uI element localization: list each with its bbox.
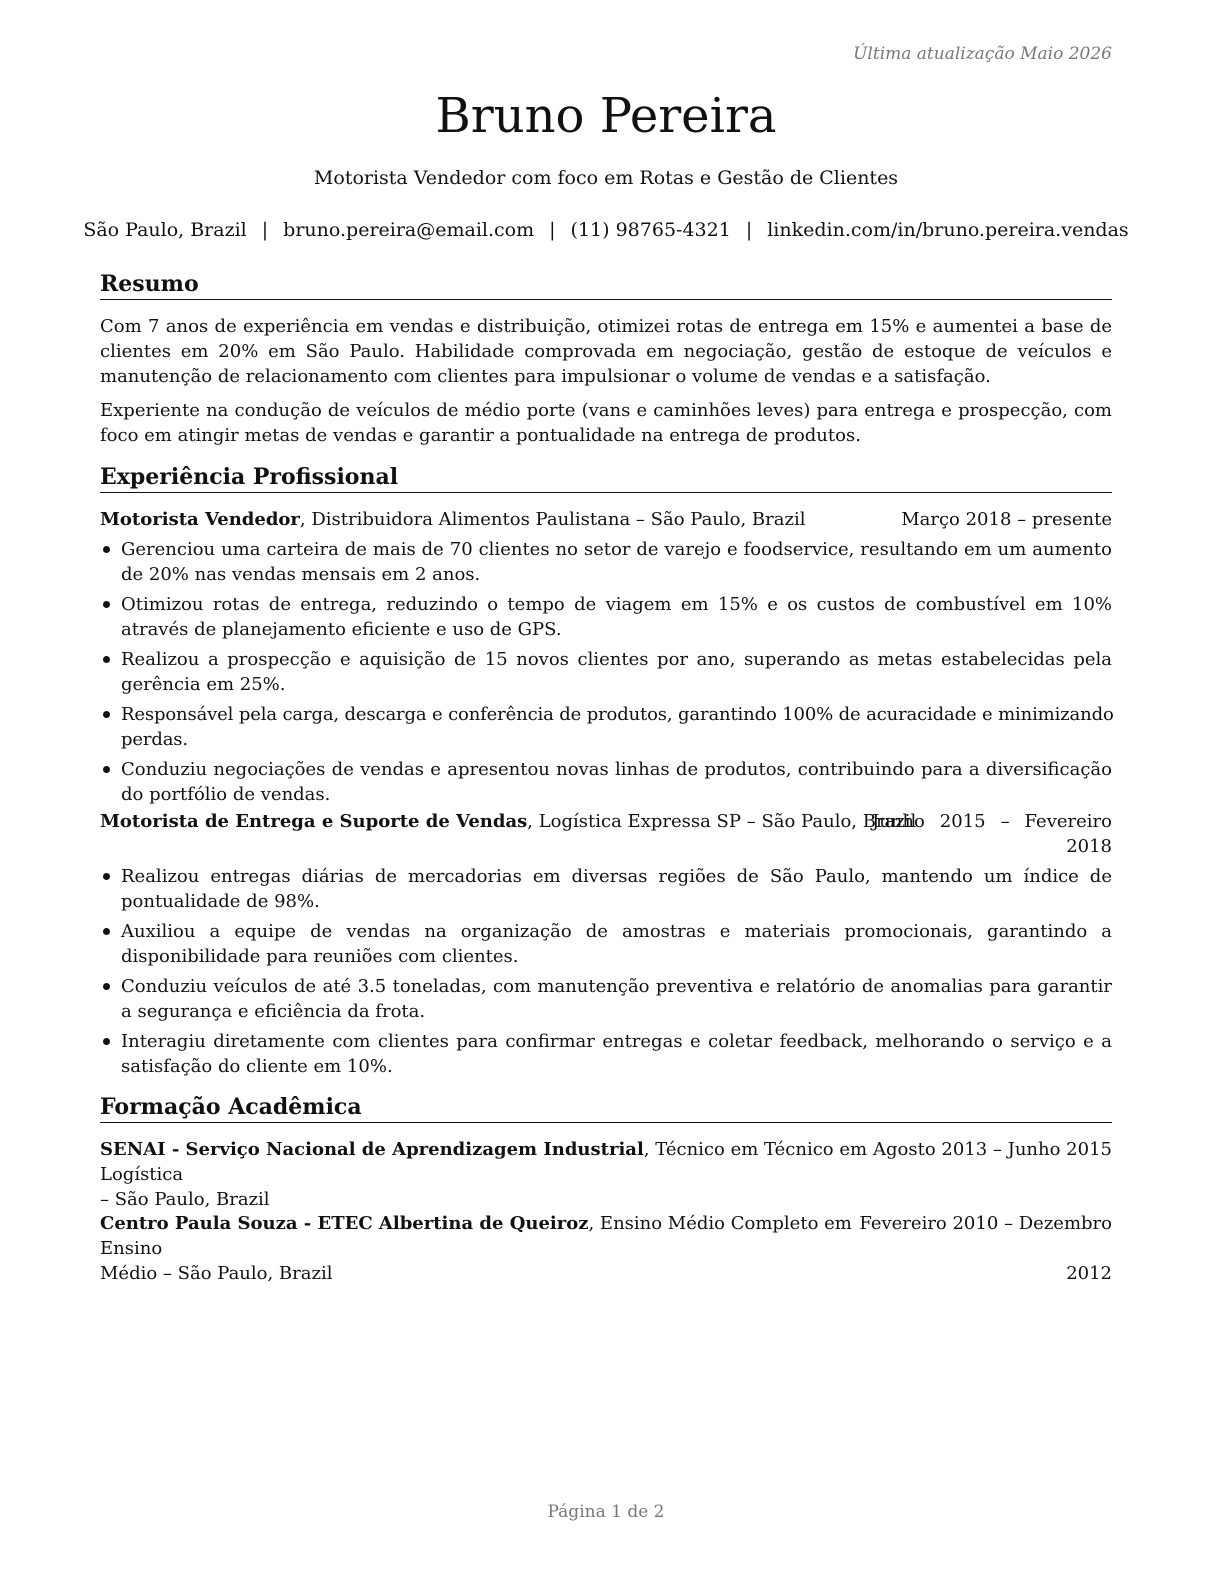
bullet-item [100, 537, 1112, 587]
section-title-summary: Resumo [100, 270, 1112, 300]
bullet-dot-icon [103, 546, 110, 553]
job-dates [872, 809, 1112, 859]
bullet-text: Responsável pela carga, descarga e conferência de produtos, garantindo 100% de acuracidade e minimizando perdas. [121, 704, 1114, 750]
bullet-item [100, 919, 1112, 969]
job-dates: Março 2018 – presente [901, 509, 1112, 530]
bullet-dot-icon [103, 983, 110, 990]
last-updated: Última atualização Maio 2026 [853, 44, 1112, 64]
bullet-item [100, 647, 1112, 697]
summary-paragraph: Com 7 anos de experiência em vendas e distribuição, otimizei rotas de entrega em 15% e aumentei a base de clientes em 20% em São Paulo. Habilidade comprovada em negociação, gestão de estoque de veículos e manutenção de relacionamento com clientes para impulsionar o volume de vendas e a satisfação. [100, 316, 1112, 387]
education-degree: , Ensino Médio Completo em Ensino [100, 1213, 852, 1259]
bullet-text: Realizou entregas diárias de mercadorias em diversas regiões de São Paulo, mantendo um índice de pontualidade de 98%. [121, 866, 1112, 912]
job-bullets [100, 864, 1112, 1084]
bullet-dot-icon [103, 928, 110, 935]
education-item [100, 1211, 1112, 1286]
contact-location: São Paulo, Brazil [83, 219, 247, 241]
education-line [100, 1261, 1112, 1286]
education-location: – São Paulo, Brazil [100, 1189, 270, 1210]
job-bullets [100, 537, 1112, 812]
education-dates-line: 2012 [1066, 1263, 1112, 1284]
job-header [100, 809, 1112, 857]
education-item [100, 1137, 1112, 1212]
page-number: Página 1 de 2 [547, 1502, 665, 1522]
bullet-item [100, 757, 1112, 807]
bullet-dot-icon [103, 656, 110, 663]
summary-paragraph: Experiente na condução de veículos de médio porte (vans e caminhões leves) para entrega e prospecção, com foco em atingir metas de vendas e garantir a pontualidade na entrega de produtos. [100, 400, 1112, 446]
contact-separator: | [549, 219, 556, 241]
education-dates: Fevereiro 2010 – Dezembro [859, 1213, 1112, 1234]
job-role: Motorista Vendedor [100, 509, 300, 530]
contact-email[interactable]: bruno.pereira@email.com [283, 219, 535, 241]
bullet-text: Gerenciou uma carteira de mais de 70 clientes no setor de varejo e foodservice, resultando em um aumento de 20% nas vendas mensais em 2 anos. [121, 539, 1112, 585]
job-company: , Logística Expressa SP – São Paulo, Brazil [527, 811, 917, 832]
bullet-dot-icon [103, 601, 110, 608]
bullet-dot-icon [103, 873, 110, 880]
bullet-text: Auxiliou a equipe de vendas na organização de amostras e materiais promocionais, garantindo a disponibilidade para reuniões com clientes. [121, 921, 1112, 967]
bullet-item [100, 1029, 1112, 1079]
education-school: Centro Paula Souza - ETEC Albertina de Queiroz [100, 1213, 589, 1234]
job-header [100, 507, 1112, 532]
bullet-dot-icon [103, 711, 110, 718]
contact-separator: | [745, 219, 753, 241]
contact-phone[interactable]: (11) 98765-4321 [570, 219, 731, 241]
bullet-item [100, 592, 1112, 642]
bullet-text: Conduziu veículos de até 3.5 toneladas, com manutenção preventiva e relatório de anomalias para garantir a segurança e eficiência da frota. [121, 976, 1112, 1022]
resume-page [83, 0, 1129, 1584]
bullet-item [100, 864, 1112, 914]
contact-separator: | [261, 219, 269, 241]
job-role: Motorista de Entrega e Suporte de Vendas [100, 811, 528, 832]
bullet-dot-icon [103, 766, 110, 773]
contact-line [70, 219, 1142, 241]
bullet-item [100, 702, 1118, 752]
contact-linkedin[interactable]: linkedin.com/in/bruno.pereira.vendas [767, 219, 1129, 241]
education-location: Médio – São Paulo, Brazil [100, 1263, 333, 1284]
job-company: , Distribuidora Alimentos Paulistana – São Paulo, Brazil [299, 509, 806, 530]
bullet-dot-icon [103, 1038, 110, 1045]
bullet-item [100, 974, 1112, 1024]
bullet-text: Realizou a prospecção e aquisição de 15 novos clientes por ano, superando as metas estabelecidas pela gerência em 25%. [121, 649, 1112, 695]
candidate-headline: Motorista Vendedor com foco em Rotas e Gestão de Clientes [313, 167, 899, 189]
job-dates-line: Junho 2015 – Fevereiro [872, 811, 1112, 832]
education-degree: , Técnico em Técnico em Logística [100, 1139, 868, 1185]
bullet-text: Interagiu diretamente com clientes para confirmar entregas e coletar feedback, melhorando o serviço e a satisfação do cliente em 10%. [121, 1031, 1112, 1077]
section-title-education: Formação Acadêmica [100, 1093, 1112, 1123]
bullet-text: Conduziu negociações de vendas e apresentou novas linhas de produtos, contribuindo para a diversificação do portfólio de vendas. [121, 759, 1112, 805]
section-title-experience: Experiência Profissional [100, 463, 1112, 493]
job-dates-line: 2018 [1066, 836, 1112, 857]
education-school: SENAI - Serviço Nacional de Aprendizagem Industrial [100, 1139, 644, 1160]
education-dates: Agosto 2013 – Junho 2015 [872, 1139, 1112, 1160]
candidate-name: Bruno Pereira [435, 88, 777, 144]
bullet-text: Otimizou rotas de entrega, reduzindo o tempo de viagem em 15% e os custos de combustível em 10% através de planejamento eficiente e uso de GPS. [121, 594, 1112, 640]
